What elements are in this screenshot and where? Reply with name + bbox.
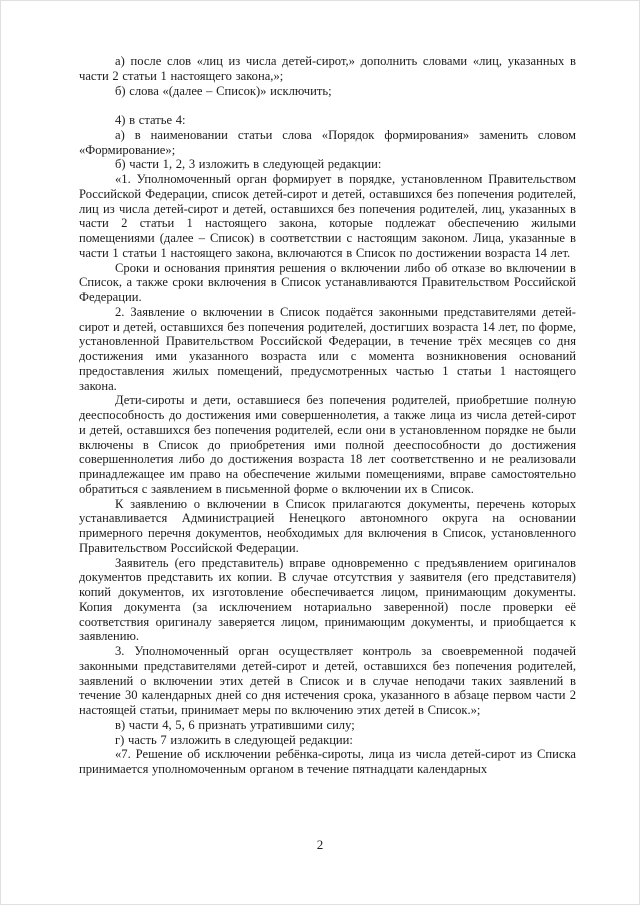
paragraph: «1. Уполномоченный орган формирует в порядке, установленном Правительством Российской Федерации, список детей-сирот и детей, оставшихся без попечения родителей, лиц из числа детей-сирот и детей, оставшихся без попечения родителей, лиц, указанных в части 2 статьи 1 настоящего закона, которые подлежат обеспечению жилыми помещениями (далее – Список) в соответствии с настоящим законом. Лица, указанные в части 1 статьи 1 настоящего закона, включаются в Список по достижении возраста 14 лет. xyxy=(79,172,576,260)
paragraph: б) части 1, 2, 3 изложить в следующей редакции: xyxy=(115,157,382,172)
paragraph: 3. Уполномоченный орган осуществляет контроль за своевременной подачей законными представителями детей-сирот и детей, оставшихся без попечения родителей, заявлений о включении этих детей в Список и в случае неподачи таких заявлений в течение 30 календарных дней со дня истечения срока, указанного в абзаце первом части 2 настоящей статьи, принимает меры по включению этих детей в Список.»; xyxy=(79,644,576,717)
page-number: 2 xyxy=(316,837,324,852)
paragraph: Заявитель (его представитель) вправе одновременно с предъявлением оригиналов документов представить их копии. В случае отсутствия у заявителя (его представителя) копий документов, их изготовление обеспечивается лицом, принимающим документы. Копия документа (за исключением нотариально заверенной) после проверки её соответствия оригиналу заверяется лицом, принимающим документы, и приобщается к заявлению. xyxy=(79,555,576,644)
paragraph: «7. Решение об исключении ребёнка-сироты, лица из числа детей-сирот из Списка принимается уполномоченным органом в течение пятнадцати календарных xyxy=(79,747,576,776)
paragraph: в) части 4, 5, 6 признать утратившими силу; xyxy=(115,717,355,732)
paragraph: г) часть 7 изложить в следующей редакции: xyxy=(115,732,353,747)
paragraph: 4) в статье 4: xyxy=(115,113,186,127)
paragraphs-container xyxy=(79,54,576,777)
paragraph: Дети-сироты и дети, оставшиеся без попечения родителей, приобретшие полную дееспособность до достижения ими совершеннолетия, а также лица из числа детей-сирот и детей, оставшихся без попечения родителей, если они в установленном порядке не были включены в Список до приобретения ими полной дееспособности до достижения совершеннолетия либо до достижения возраста 18 лет соответственно и не реализовали принадлежащее им право на обеспечение жилыми помещениями, вправе самостоятельно обратиться с заявлением в письменной форме о включении их в Список. xyxy=(79,393,576,496)
paragraph: б) слова «(далее – Список)» исключить; xyxy=(115,83,332,98)
paragraph: а) после слов «лиц из числа детей-сирот,» дополнить словами «лиц, указанных в части 2 статьи 1 настоящего закона,»; xyxy=(79,54,576,83)
paragraph: К заявлению о включении в Список прилагаются документы, перечень которых устанавливается Администрацией Ненецкого автономного округа на основании примерного перечня документов, необходимых для включения в Список, установленного Правительством Российской Федерации. xyxy=(79,496,576,555)
paragraph: а) в наименовании статьи слова «Порядок формирования» заменить словом «Формирование»; xyxy=(79,127,576,157)
paragraph: 2. Заявление о включении в Список подаётся законными представителями детей-сирот и детей, оставшихся без попечения родителей, достигших возраста 14 лет, по форме, установленной Правительством Российской Федерации, в течение трёх месяцев со дня достижения ими указанного возраста или с момента возникновения оснований предоставления жилых помещений, предусмотренных частью 1 статьи 1 настоящего закона. xyxy=(79,304,576,393)
paragraph: Сроки и основания принятия решения о включении либо об отказе во включении в Список, а также сроки включения в Список устанавливаются Правительством Российской Федерации. xyxy=(79,260,576,304)
